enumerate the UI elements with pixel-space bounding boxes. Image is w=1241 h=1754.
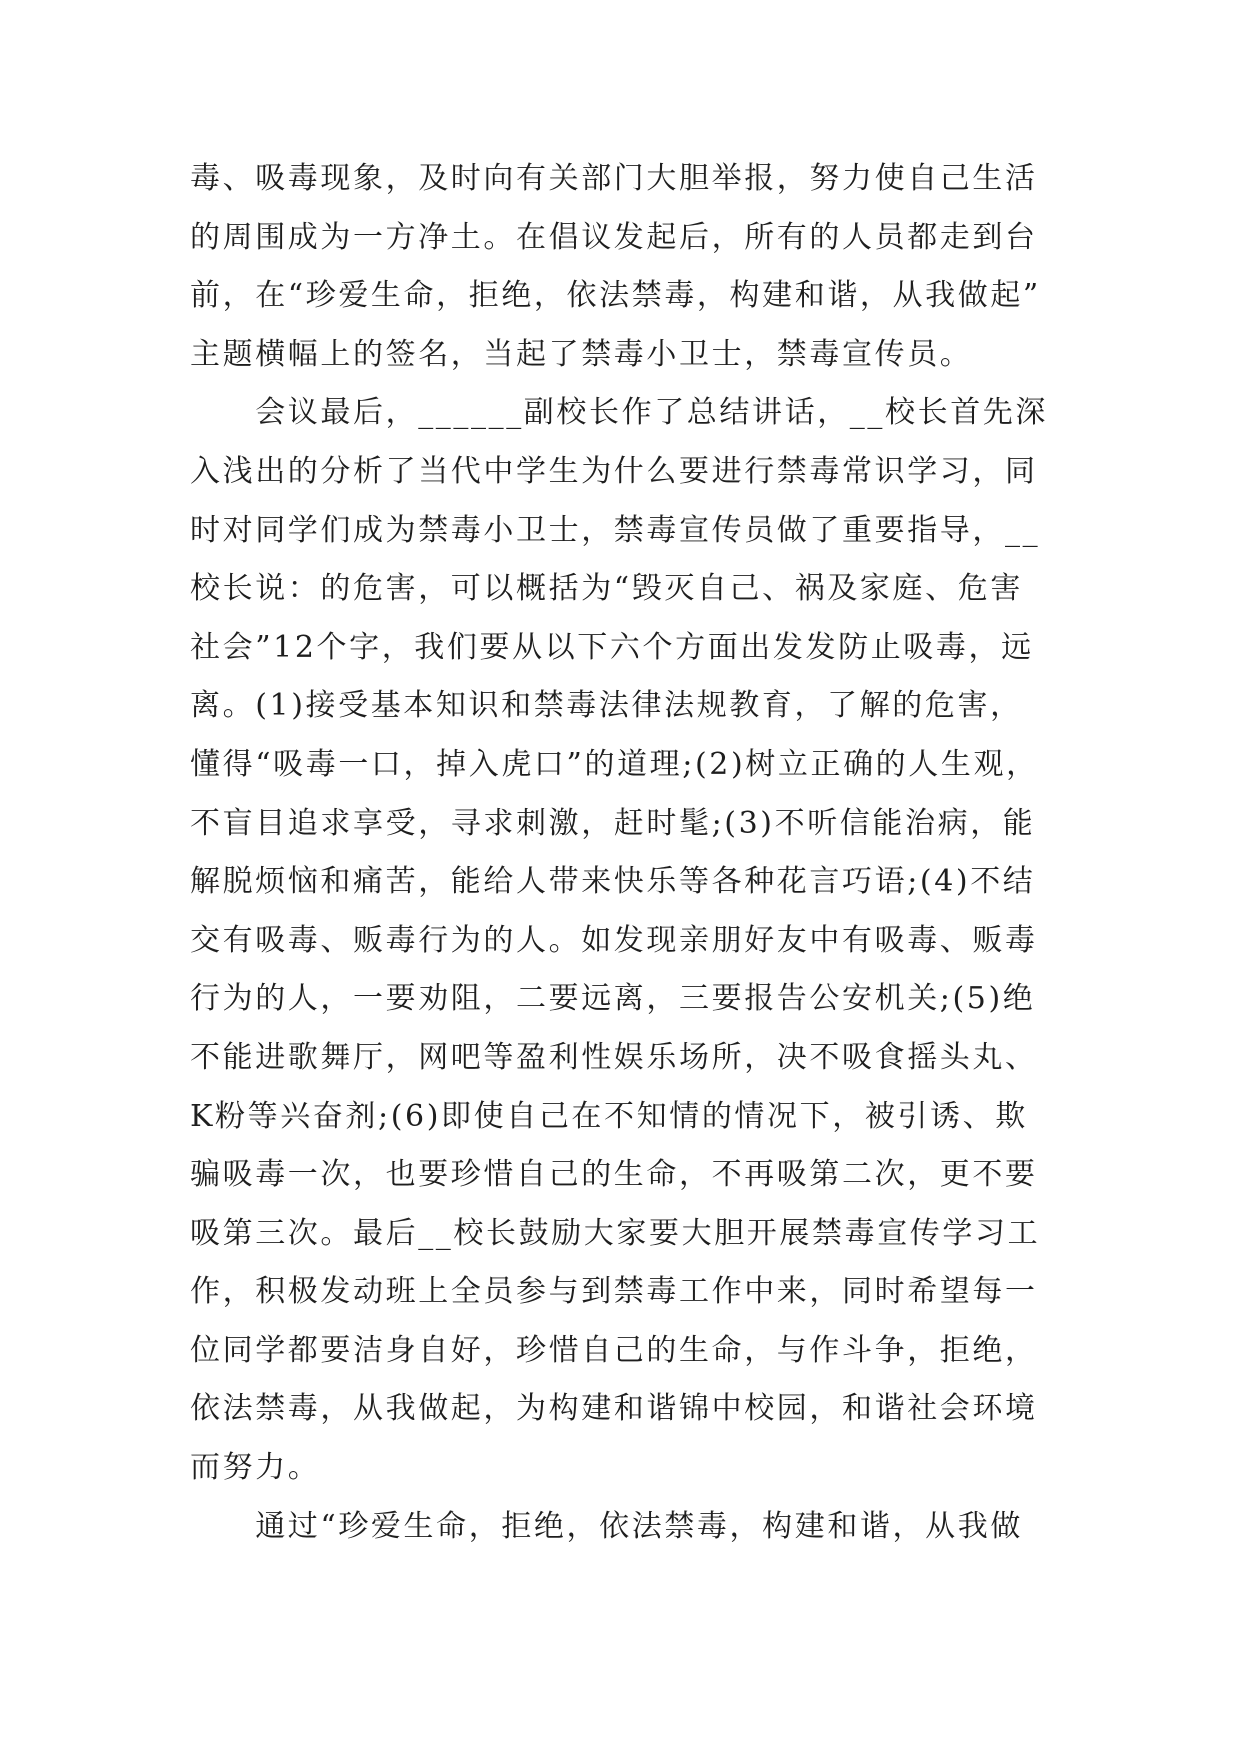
text-line: 而努力。 [190,1450,321,1486]
text-line: K粉等兴奋剂;(6)即使自己在不知情的情况下，被引诱、欺 [190,1098,1028,1134]
text-line: 行为的人，一要劝阻，二要远离，三要报告公安机关;(5)绝 [190,981,1036,1017]
text-line: 社会”12个字，我们要从以下六个方面出发发防止吸毒，远 [190,629,1034,665]
text-line: 吸第三次。最后__校长鼓励大家要大胆开展禁毒宣传学习工 [190,1215,1041,1251]
text-line: 通过“珍爱生命，拒绝，依法禁毒，构建和谐，从我做 [190,1508,1023,1544]
text-line: 不能进歌舞厅，网吧等盈利性娱乐场所，决不吸食摇头丸、 [190,1039,1038,1075]
text-line: 的周围成为一方净土。在倡议发起后，所有的人员都走到台 [190,219,1038,255]
text-line: 会议最后，______副校长作了总结讲话，__校长首先深 [190,395,1048,431]
text-line: 主题横幅上的签名，当起了禁毒小卫士，禁毒宣传员。 [190,336,973,372]
text-line: 依法禁毒，从我做起，为构建和谐锦中校园，和谐社会环境 [190,1391,1038,1427]
body-text [190,150,1070,1556]
text-line: 离。(1)接受基本知识和禁毒法律法规教育，了解的危害， [190,688,1023,724]
text-line: 解脱烦恼和痛苦，能给人带来快乐等各种花言巧语;(4)不结 [190,864,1036,900]
text-line: 毒、吸毒现象，及时向有关部门大胆举报，努力使自己生活 [190,161,1038,196]
text-line: 作，积极发动班上全员参与到禁毒工作中来，同时希望每一 [190,1274,1038,1310]
text-line: 不盲目追求享受，寻求刺激，赶时髦;(3)不听信能治病，能 [190,805,1036,841]
text-line: 时对同学们成为禁毒小卫士，禁毒宣传员做了重要指导，__ [190,512,1041,548]
text-line: 校长说：的危害，可以概括为“毁灭自己、祸及家庭、危害 [190,571,1023,607]
text-line: 前，在“珍爱生命，拒绝，依法禁毒，构建和谐，从我做起” [190,278,1041,314]
text-line: 入浅出的分析了当代中学生为什么要进行禁毒常识学习，同 [190,453,1038,489]
text-line: 位同学都要洁身自好，珍惜自己的生命，与作斗争，拒绝， [190,1332,1038,1368]
text-line: 懂得“吸毒一口，掉入虎口”的道理;(2)树立正确的人生观， [190,746,1039,782]
text-line: 交有吸毒、贩毒行为的人。如发现亲朋好友中有吸毒、贩毒 [190,922,1038,958]
text-line: 骗吸毒一次，也要珍惜自己的生命，不再吸第二次，更不要 [190,1157,1038,1193]
